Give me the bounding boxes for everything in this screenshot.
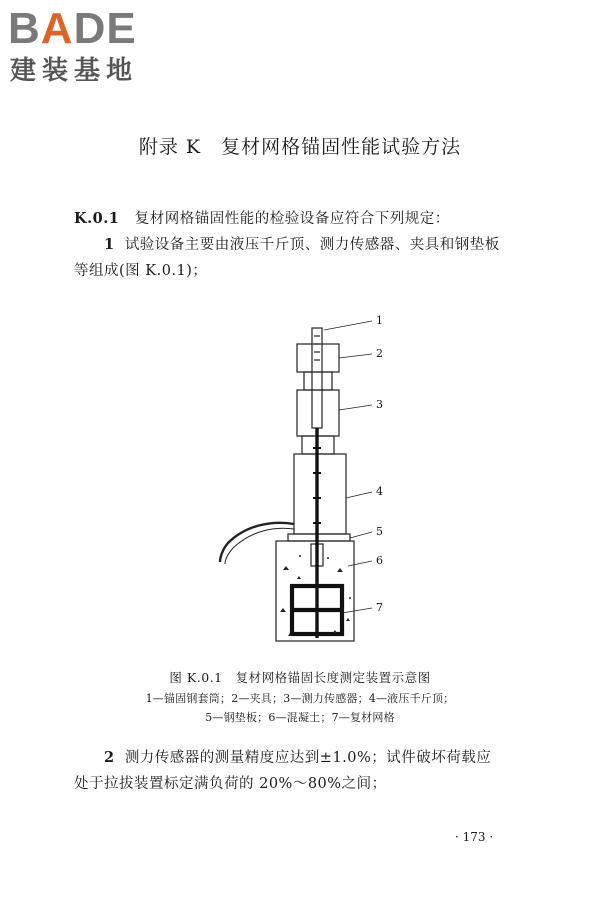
item-2-continuation: 处于拉拔装置标定满负荷的 20%～80%之间；: [74, 776, 387, 792]
logo: [8, 6, 178, 86]
logo-subtitle: 建装基地: [10, 56, 139, 86]
clamp: [297, 344, 339, 372]
figure-caption: 图 K.0.1 复材网格锚固长度测定装置示意图: [169, 670, 431, 685]
item-1: [104, 232, 500, 258]
figure-legend-line-1: 1—锚固钢套筒；2—夹具；3—测力传感器；4—液压千斤顶；: [145, 692, 455, 705]
section-text: 复材网格锚固性能的检验设备应符合下列规定：: [134, 211, 450, 227]
item-2-text: 测力传感器的测量精度应达到±1.0%；试件破坏荷载应: [124, 750, 492, 766]
callout-4: 4: [376, 485, 383, 498]
callout-7: 7: [376, 601, 383, 614]
callout-5: 5: [376, 525, 383, 538]
item-2: [104, 745, 491, 771]
item-1-number: 1: [104, 236, 115, 253]
anchorage-steel-sleeve: [312, 328, 322, 428]
section-k01: [74, 206, 450, 232]
callout-6: 6: [376, 554, 383, 567]
logo-wordmark: BADE: [8, 4, 137, 53]
appendix-title: 附录 K 复材网格锚固性能试验方法: [138, 136, 462, 158]
callout-3: 3: [376, 398, 383, 411]
page-number: · 173 ·: [455, 830, 494, 844]
item-1-continuation: 等组成(图 K.0.1)；: [74, 263, 208, 279]
item-1-text: 试验设备主要由液压千斤顶、测力传感器、夹具和钢垫板: [124, 237, 500, 253]
figure-legend-line-2: 5—钢垫板；6—混凝土；7—复材网格: [205, 711, 395, 724]
steel-pad-plate: [288, 534, 350, 541]
callout-1: 1: [376, 314, 383, 327]
item-2-number: 2: [104, 749, 115, 766]
callout-2: 2: [376, 347, 383, 360]
anchorage-test-setup-diagram: [200, 308, 420, 658]
section-number: K.0.1: [74, 210, 120, 227]
